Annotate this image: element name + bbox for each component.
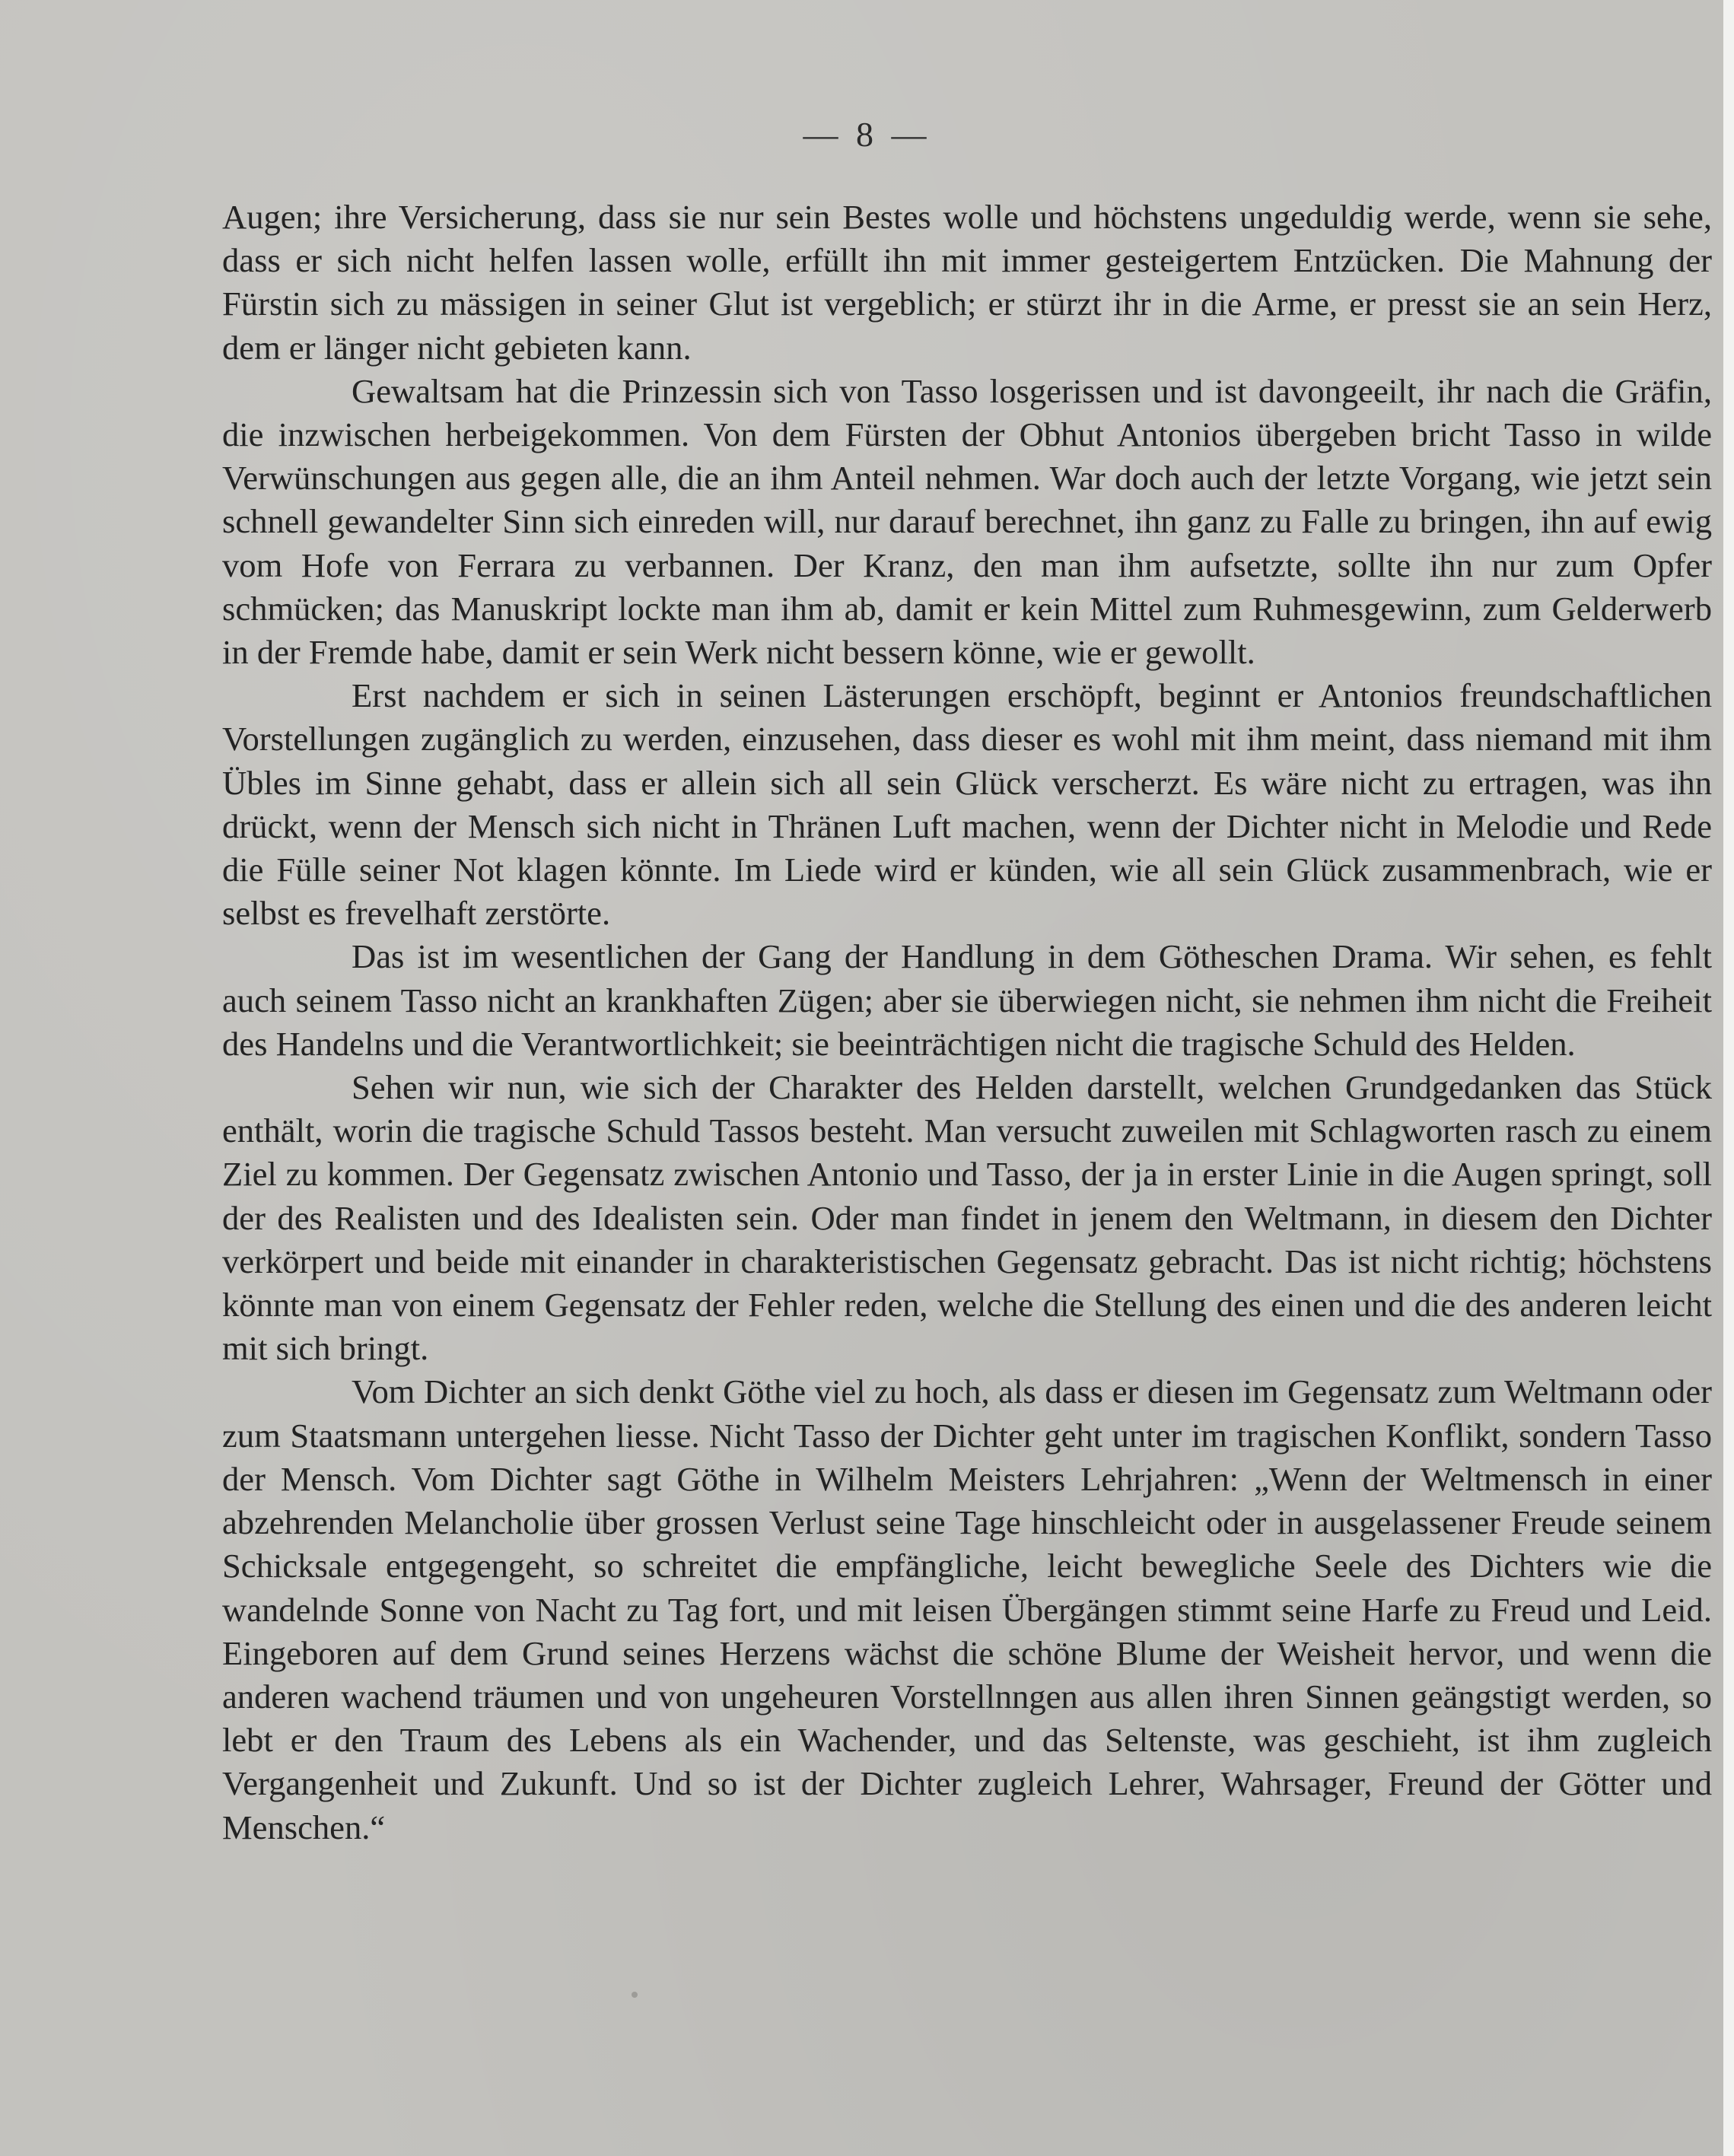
paragraph-1: Augen; ihre Versicherung, dass sie nur sein Bestes wolle und höchstens ungeduldig werde, wenn sie sehe, dass er sich nicht helfen lassen wolle, erfüllt ihn mit immer gesteigertem Entzücken. Die Mahnung der Fürstin sich zu mässigen in seiner Glut ist vergeblich; er stürzt ihr in die Arme, er presst sie an sein Herz, dem er länger nicht gebieten kann. — [222, 198, 1712, 367]
paragraph-2: Gewaltsam hat die Prinzessin sich von Tasso losgerissen und ist davongeeilt, ihr nach die Gräfin, die inzwischen herbeigekommen. Von dem Fürsten der Obhut Antonios übergeben bricht Tasso in wilde Verwünschungen aus gegen alle, die an ihm Anteil nehmen. War doch auch der letzte Vorgang, wie jetzt sein schnell gewandelter Sinn sich einreden will, nur darauf berechnet, ihn ganz zu Falle zu bringen, ihn auf ewig vom Hofe von Ferrara zu verbannen. Der Kranz, den man ihm aufsetzte, sollte ihn nur zum Opfer schmücken; das Manuskript lockte man ihm ab, damit er kein Mittel zum Ruhmesgewinn, zum Gelderwerb in der Fremde habe, damit er sein Werk nicht bessern könne, wie er gewollt. — [222, 371, 1712, 672]
body-text — [222, 196, 1712, 1849]
paragraph-3: Erst nachdem er sich in seinen Lästerungen erschöpft, beginnt er Antonios freundschaftlichen Vorstellungen zugänglich zu werden, einzusehen, dass dieser es wohl mit ihm meint, dass niemand mit ihm Übles im Sinne gehabt, dass er allein sich all sein Glück verscherzt. Es wäre nicht zu ertragen, was ihn drückt, wenn der Mensch sich nicht in Thränen Luft machen, wenn der Dichter nicht in Melodie und Rede die Fülle seiner Not klagen könnte. Im Liede wird er künden, wie all sein Glück zusammenbrach, wie er selbst es frevelhaft zerstörte. — [222, 676, 1712, 933]
page-number: — 8 — — [803, 115, 931, 154]
ink-speck — [632, 1992, 638, 1998]
paragraph-4: Das ist im wesentlichen der Gang der Handlung in dem Götheschen Drama. Wir sehen, es fehlt auch seinem Tasso nicht an krankhaften Zügen; aber sie überwiegen nicht, sie nehmen ihm nicht die Freiheit des Handelns und die Verantwortlichkeit; sie beeinträchtigen nicht die tragische Schuld des Helden. — [222, 937, 1712, 1063]
paragraph-5: Sehen wir nun, wie sich der Charakter des Helden darstellt, welchen Grundgedanken das Stück enthält, worin die tragische Schuld Tassos besteht. Man versucht zuweilen mit Schlagworten rasch zu einem Ziel zu kommen. Der Gegensatz zwischen Antonio und Tasso, der ja in erster Linie in die Augen springt, soll der des Realisten und des Idealisten sein. Oder man findet in jenem den Weltmann, in diesem den Dichter verkörpert und beide mit einander in charakteristischen Gegensatz gebracht. Das ist nicht richtig; höchstens könnte man von einem Gegensatz der Fehler reden, welche die Stellung des einen und die des anderen leicht mit sich bringt. — [222, 1068, 1712, 1368]
paragraph-6: Vom Dichter an sich denkt Göthe viel zu hoch, als dass er diesen im Gegensatz zum Weltmann oder zum Staatsmann untergehen liesse. Nicht Tasso der Dichter geht unter im tragischen Konflikt, sondern Tasso der Mensch. Vom Dichter sagt Göthe in Wilhelm Meisters Lehrjahren: „Wenn der Weltmensch in einer abzehrenden Melancholie über grossen Verlust seine Tage hinschleicht oder in ausgelassener Freude seinem Schicksale entgegengeht, so schreitet die empfängliche, leicht bewegliche Seele des Dichters wie die wandelnde Sonne von Nacht zu Tag fort, und mit leisen Übergängen stimmt seine Harfe zu Freud und Leid. Eingeboren auf dem Grund seines Herzens wächst die schöne Blume der Weisheit hervor, und wenn die anderen wachend träumen und von ungeheuren Vorstellnngen aus allen ihren Sinnen geängstigt werden, so lebt er den Traum des Lebens als ein Wachender, und das Seltenste, was geschieht, ist ihm zugleich Vergangenheit und Zukunft. Und so ist der Dichter zugleich Lehrer, Wahrsager, Freund der Götter und Menschen.“ — [222, 1372, 1712, 1846]
page-edge — [1723, 0, 1734, 2156]
